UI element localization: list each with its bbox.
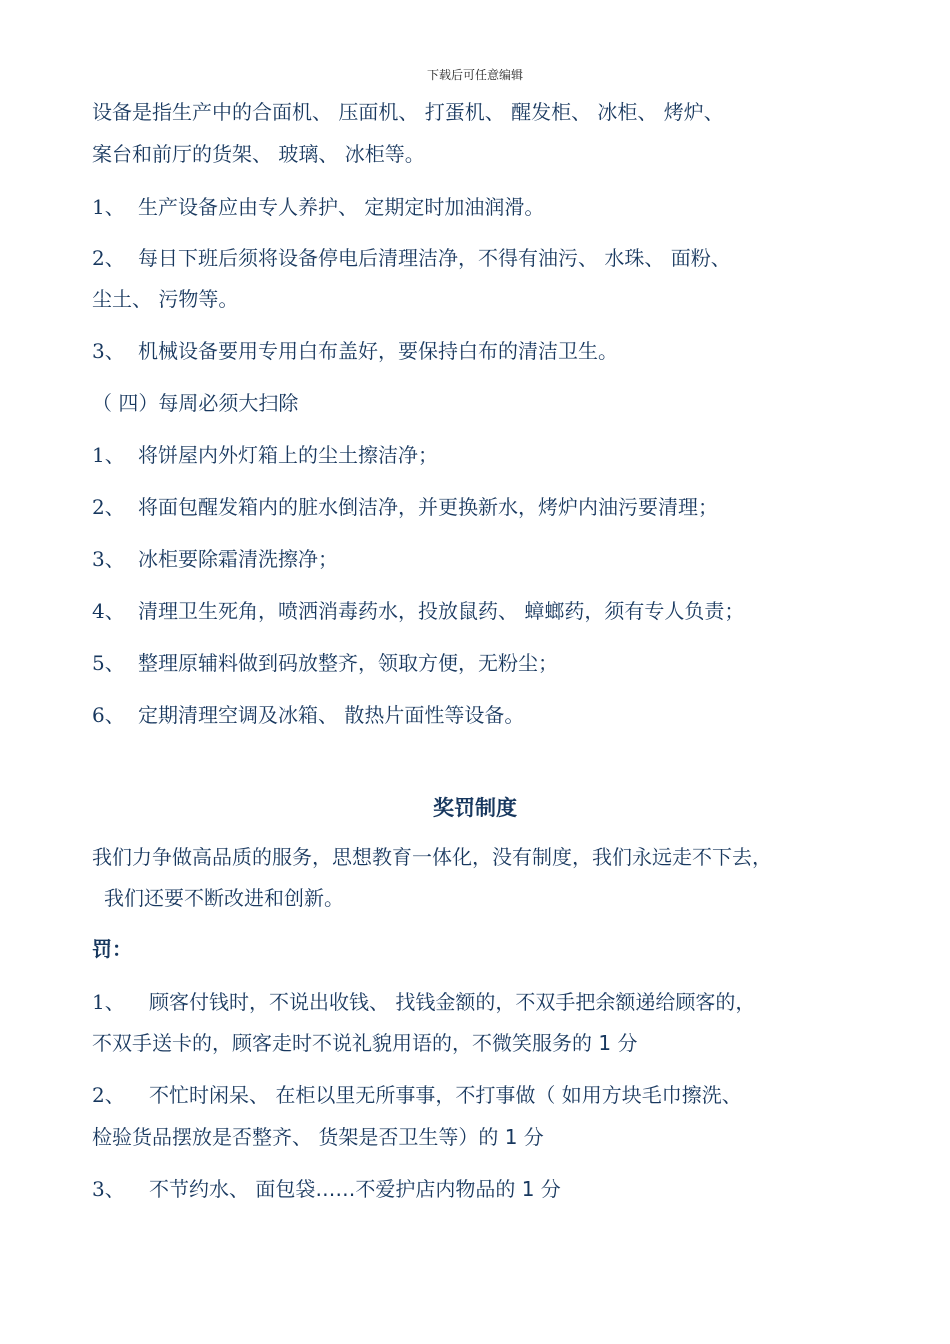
item-text: 清理卫生死角，喷洒消毒药水，投放鼠药、 蟑螂药，须有专人负责； [138, 599, 745, 623]
weekly-item-2 [92, 494, 718, 520]
item-text: 整理原辅料做到码放整齐，领取方便，无粉尘； [138, 651, 558, 675]
item-text: 每日下班后须将设备停电后清理洁净，不得有油污、 水珠、 面粉、 [138, 246, 731, 270]
item-number: 4、 [92, 599, 125, 623]
item-number: 5、 [92, 651, 125, 675]
equipment-item-3 [92, 338, 618, 364]
weekly-item-5 [92, 650, 558, 676]
penalty-item-2-continued: 检验货品摆放是否整齐、 货架是否卫生等）的 1 分 [92, 1125, 544, 1149]
penalty-item-1-continued: 不双手送卡的，顾客走时不说礼貌用语的，不微笑服务的 1 分 [92, 1031, 638, 1055]
equipment-intro-line-1: 设备是指生产中的合面机、 压面机、 打蛋机、 醒发柜、 冰柜、 烤炉、 [92, 100, 724, 124]
equipment-item-2-continued: 尘土、 污物等。 [92, 287, 239, 311]
weekly-heading: （ 四）每周必须大扫除 [92, 391, 299, 415]
item-number: 3、 [92, 339, 125, 363]
item-number: 6、 [92, 703, 125, 727]
penalty-item-3 [92, 1176, 561, 1202]
item-number: 2、 [92, 246, 125, 270]
penalty-item-2 [92, 1082, 742, 1108]
item-text: 不忙时闲呆、 在柜以里无所事事，不打事做（ 如用方块毛巾擦洗、 [149, 1083, 742, 1107]
item-text: 顾客付钱时，不说出收钱、 找钱金额的，不双手把余额递给顾客的， [149, 990, 756, 1014]
equipment-item-2 [92, 245, 731, 271]
header-note: 下载后可任意编辑 [426, 68, 523, 82]
rewards-intro-line-2: 我们还要不断改进和创新。 [104, 886, 344, 910]
penalty-item-1 [92, 989, 755, 1015]
item-text: 不节约水、 面包袋……不爱护店内物品的 1 分 [149, 1177, 561, 1201]
item-number: 1、 [92, 990, 125, 1014]
item-text: 冰柜要除霜清洗擦净； [138, 547, 338, 571]
item-number: 3、 [92, 547, 125, 571]
weekly-item-3 [92, 546, 338, 572]
weekly-item-4 [92, 598, 744, 624]
item-text: 机械设备要用专用白布盖好，要保持白布的清洁卫生。 [138, 339, 618, 363]
weekly-item-1 [92, 442, 438, 468]
item-number: 1、 [92, 195, 125, 219]
section-title: 奖罚制度 [433, 796, 517, 820]
item-text: 将面包醒发箱内的脏水倒洁净，并更换新水，烤炉内油污要清理； [138, 495, 718, 519]
equipment-item-1 [92, 194, 544, 220]
item-number: 1、 [92, 443, 125, 467]
equipment-intro-line-2: 案台和前厅的货架、 玻璃、 冰柜等。 [92, 142, 425, 166]
item-number: 2、 [92, 1083, 125, 1107]
item-text: 定期清理空调及冰箱、 散热片面性等设备。 [138, 703, 525, 727]
item-text: 生产设备应由专人养护、 定期定时加油润滑。 [138, 195, 545, 219]
item-text: 将饼屋内外灯箱上的尘土擦洁净； [138, 443, 438, 467]
penalty-heading: 罚： [92, 937, 132, 961]
item-number: 2、 [92, 495, 125, 519]
item-number: 3、 [92, 1177, 125, 1201]
rewards-intro-line-1: 我们力争做高品质的服务，思想教育一体化，没有制度，我们永远走不下去， [92, 845, 772, 869]
weekly-item-6 [92, 702, 524, 728]
